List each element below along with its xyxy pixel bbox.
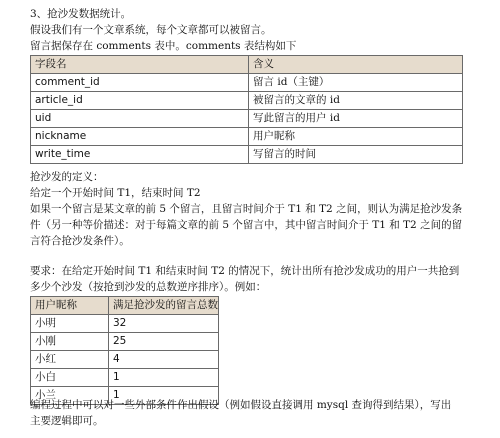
header-cell: 字段名 [31,56,249,74]
table-row [31,333,219,351]
nickname-cell: 小红 [31,351,109,369]
comments-schema-table [30,55,463,164]
section-heading: 3、抢沙发数据统计。 [30,8,132,20]
table-row [31,351,219,369]
field-name-cell: nickname [31,128,249,146]
header-cell: 用户昵称 [31,297,109,315]
field-meaning-cell: 留言 id（主键） [249,74,463,92]
footer-text: 主要逻辑即可。 [30,415,104,427]
header-cell: 满足抢沙发的留言总数 [109,297,219,315]
requirement-text: 要求：在给定开始时间 T1 和结束时间 T2 的情况下，统计出所有抢沙发成功的用户一共抢到 [30,265,460,277]
footer-text: 编程过程中可以对一些外部条件作出假设（例如假设直接调用 mysql 查询得到结果），写出 [30,399,452,411]
table-header-row [31,56,463,74]
requirement-text: 多少个沙发（按抢到沙发的总数逆序排序）。例如： [30,281,267,293]
nickname-cell: 小白 [31,369,109,387]
field-name-cell: uid [31,110,249,128]
field-name-cell: comment_id [31,74,249,92]
table-row [31,110,463,128]
count-cell: 4 [109,351,219,369]
table-row [31,146,463,164]
table-row [31,315,219,333]
table-row [31,74,463,92]
field-name-cell: article_id [31,92,249,110]
count-cell: 32 [109,315,219,333]
table-row [31,92,463,110]
definition-text: 言符合抢沙发条件）。 [30,235,130,247]
count-cell: 1 [109,369,219,387]
intro-text: 假设我们有一个文章系统，每个文章都可以被留言。 [30,24,272,36]
field-meaning-cell: 写此留言的用户 id [249,110,463,128]
definition-title: 抢沙发的定义： [30,171,104,183]
table-header-row [31,297,219,315]
nickname-cell: 小明 [31,315,109,333]
table-row [31,369,219,387]
field-meaning-cell: 写留言的时间 [249,146,463,164]
field-meaning-cell: 被留言的文章的 id [249,92,463,110]
definition-text: 件（另一种等价描述：对于每篇文章的前 5 个留言中，其中留言时间介于 T1 和 T2 之间的留 [30,219,463,231]
count-cell: 25 [109,333,219,351]
table-row [31,128,463,146]
count-cell: 1 [109,387,219,405]
nickname-cell: 小刚 [31,333,109,351]
field-name-cell: write_time [31,146,249,164]
result-example-table [30,296,219,405]
definition-text: 如果一个留言是某文章的前 5 个留言，且留言时间介于 T1 和 T2 之间，则认为满足抢沙发条 [30,203,463,215]
field-meaning-cell: 用户昵称 [249,128,463,146]
intro-text: 留言据保存在 comments 表中。comments 表结构如下 [30,40,297,52]
nickname-cell: 小兰 [31,387,109,405]
header-cell: 含义 [249,56,463,74]
definition-text: 给定一个开始时间 T1，结束时间 T2 [30,187,201,199]
